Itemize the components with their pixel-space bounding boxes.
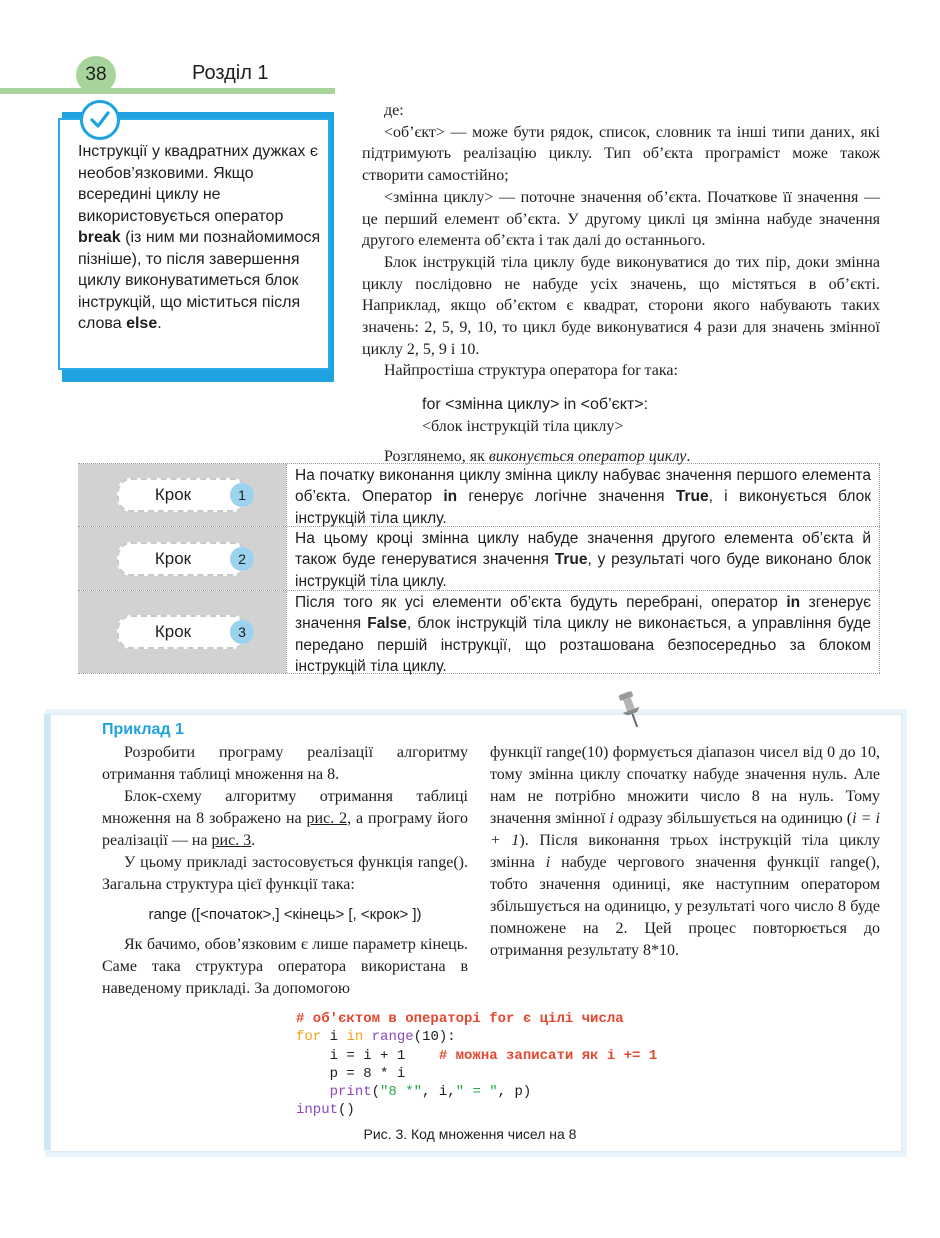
- code-string: "8 *": [380, 1084, 423, 1101]
- steps-table: [78, 463, 880, 674]
- text: набуде чергового значення функції range(), тобто значення одиниці, яке наступним оператором збільшується на одиницю, у результаті чого число 8 буде помножене на 2. Цей процес повторюється до отримання результату 8*10.: [490, 854, 881, 959]
- section-title: Розділ 1: [192, 62, 269, 84]
- bold-text: in: [786, 594, 801, 611]
- text: На початку виконання циклу змінна циклу набуває значення першого елемента об’єкта. Оператор: [295, 467, 871, 506]
- text: функції range(10) формується діапазон чисел від 0 до 10, тому змінна циклу спочатку набуде значення нуль. Але нам не потрібно множити число 8 на нуль. Тому значення змінної: [490, 744, 880, 827]
- note-text-part: .: [157, 315, 162, 332]
- figure-ref-link[interactable]: рис. 3: [211, 832, 252, 849]
- step-text: [286, 527, 880, 590]
- check-icon-svg: [88, 108, 112, 132]
- step-label: Крок: [154, 622, 192, 641]
- range-syntax: range ([<початок>,] <кінець> [, <крок> ]): [148, 906, 422, 923]
- figure-caption: Рис. 3. Код множення чисел на 8: [363, 1126, 577, 1142]
- paragraph: Розробити програму реалізації алгоритму отримання таблиці множення на 8.: [102, 744, 468, 783]
- main-text: [362, 100, 880, 467]
- code-text: (: [371, 1084, 381, 1101]
- step-row: [78, 463, 880, 527]
- code-comment: # об'єктом в операторі for є цілі числа: [296, 1011, 624, 1027]
- header-rule: [0, 88, 335, 94]
- bold-text: True: [554, 551, 588, 569]
- example-right-column: [490, 742, 880, 962]
- example-left-bar: [44, 714, 50, 1150]
- code-text: , p): [497, 1084, 532, 1101]
- pushpin-icon: [614, 690, 648, 734]
- note-keyword-break: break: [78, 229, 121, 246]
- paragraph: У цьому прикладі застосовується функція range(). Загальна структура цієї функції така:: [102, 854, 468, 893]
- example-title: Приклад 1: [102, 721, 184, 738]
- code-text: p = 8 * i: [296, 1065, 406, 1082]
- code-text: i: [321, 1029, 347, 1046]
- figure-ref-link[interactable]: рис. 2: [306, 810, 348, 827]
- text: , а програму його реалізації — на: [102, 810, 468, 849]
- italic-expression: i = i + 1: [490, 810, 881, 849]
- step-number: 1: [230, 483, 254, 507]
- page-number-text: 38: [85, 64, 107, 85]
- code-text: , i,: [422, 1084, 456, 1101]
- step-row: [78, 591, 880, 674]
- code-keyword: in: [346, 1029, 364, 1046]
- note-text: [78, 141, 323, 335]
- bold-text: in: [443, 488, 458, 506]
- text: На цьому кроці змінна циклу набуде значення другого елемента об’єкта й також буде генеруватися значення: [295, 530, 871, 569]
- text: , у результаті чого буде виконано блок інструкцій тіла циклу.: [295, 551, 871, 590]
- text: ). Після виконання трьох інструкцій тіла циклу змінна: [490, 832, 881, 871]
- step-label: Крок: [154, 548, 192, 568]
- paragraph: [102, 786, 468, 852]
- text: , блок інструкцій тіла циклу не виконається, а управління буде передано першій інструкції, що розташована безпосередньо за блоком інструкцій тіла циклу.: [295, 615, 871, 675]
- step-pill: [117, 615, 247, 649]
- bold-text: True: [675, 488, 709, 506]
- note-keyword-else: else: [126, 315, 158, 332]
- italic-var: i: [609, 810, 614, 827]
- text: генерує логічне значення: [457, 488, 676, 506]
- code-keyword: for: [296, 1029, 322, 1046]
- for-syntax: [422, 394, 880, 437]
- step-text: [286, 464, 880, 526]
- italic-var: i: [545, 854, 551, 871]
- step-pill: [117, 478, 247, 512]
- page-number: [76, 56, 116, 94]
- check-icon: [80, 100, 120, 140]
- for-syntax-line: for <змінна циклу> in <об’єкт>:: [422, 396, 649, 414]
- text: Розглянемо, як: [384, 447, 489, 465]
- paragraph: <об’єкт> — може бути рядок, список, словник та інші типи даних, які підтримують реалізацію циклу. Тип об’єкта програміст може також створити самостійно;: [362, 123, 880, 185]
- code-function: print: [329, 1084, 372, 1101]
- step-label-cell: [78, 527, 286, 590]
- paragraph: Блок інструкцій тіла циклу буде виконуватися до тих пір, доки змінна циклу послідовно не набуде усіх значень, що містяться в об’єкті. Наприклад, якщо об’єктом є квадрат, сторони якого набувають таких значень: 2, 5, 9, 10, то цикл буде виконуватися 4 рази для значень змінної циклу 2, 5, 9 і 10.: [362, 253, 880, 358]
- code-string: " = ": [455, 1084, 498, 1101]
- note-text-part: (із ним ми познайомимося пізніше), то після завершення циклу виконуватиметься блок інструкцій, що міститься після слова: [78, 229, 321, 332]
- paragraph: Найпростіша структура оператора for така:: [384, 362, 678, 380]
- code-listing: [296, 1010, 657, 1120]
- paragraph: Як бачимо, обов’язковим є лише параметр кінець. Саме така структура оператора використана в наведеному прикладі. За допомогою: [102, 936, 468, 997]
- text: одразу збільшується на одиницю (: [613, 810, 853, 827]
- step-number: 3: [230, 620, 254, 644]
- text: Блок-схему алгоритму отримання таблиці множення на 8 зображено на: [102, 788, 468, 827]
- code-function: range: [363, 1029, 414, 1046]
- for-syntax-line: <блок інструкцій тіла циклу>: [422, 417, 624, 435]
- step-row: [78, 527, 880, 591]
- example-left-column: [102, 742, 468, 1000]
- bold-text: False: [367, 615, 407, 633]
- pushpin-icon-svg: [614, 690, 648, 730]
- code-text: i = i + 1: [296, 1047, 406, 1064]
- paragraph: [490, 742, 880, 962]
- code-comment: # можна записати як i += 1: [405, 1047, 658, 1064]
- step-text: [286, 591, 880, 673]
- step-label-cell: [78, 591, 286, 673]
- text: .: [251, 832, 256, 849]
- code-function: input: [296, 1102, 339, 1119]
- italic-text: виконується оператор циклу: [488, 447, 687, 465]
- step-pill: [117, 542, 247, 576]
- step-number: 2: [230, 547, 254, 571]
- text: Після того як усі елементи об’єкта будуть перебрані, оператор: [295, 594, 787, 611]
- note-text-part: Інструкції у квадратних дужках є необов’язковими. Якщо всередині циклу не використовується оператор: [78, 143, 319, 225]
- code-text: [296, 1084, 330, 1100]
- text: , і виконується блок інструкцій тіла циклу.: [295, 488, 871, 527]
- text: згенерує значення: [295, 594, 871, 633]
- step-label: Крок: [154, 485, 192, 504]
- paragraph: <змінна циклу> — поточне значення об’єкта. Початкове її значення — це перший елемент об’єкта. У другому циклі ця змінна набуде значення другого елемента об’єкта і так далі до останнього.: [362, 188, 880, 250]
- text: .: [686, 447, 691, 465]
- code-text: (): [338, 1102, 355, 1119]
- paragraph: де:: [384, 102, 404, 119]
- code-text: (10):: [413, 1029, 456, 1046]
- step-label-cell: [78, 464, 286, 526]
